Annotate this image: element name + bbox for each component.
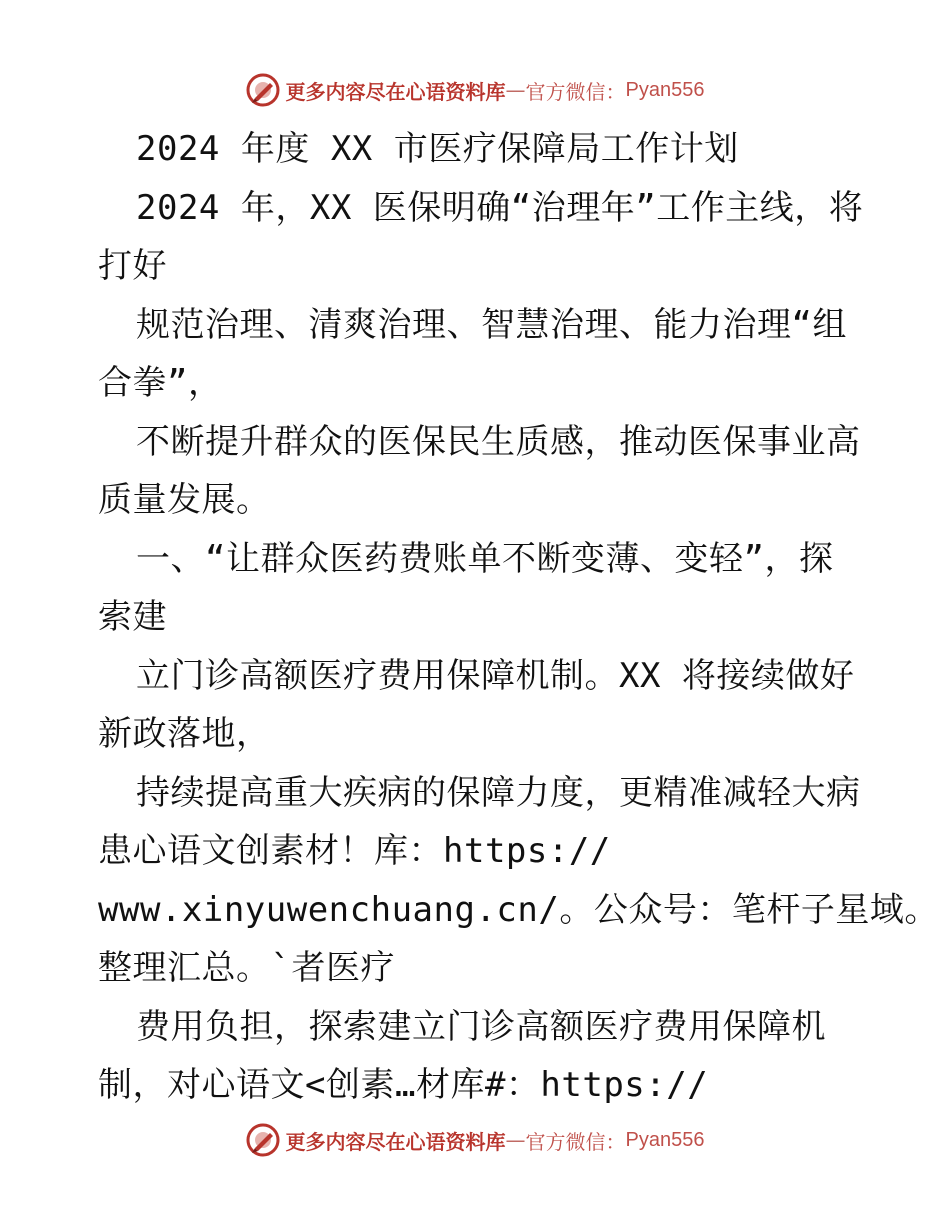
watermark-separator: — xyxy=(505,78,526,102)
text-line: 制，对心语文<创素…材库#：https:// xyxy=(98,1065,709,1105)
watermark-wechat-id: Pyan556 xyxy=(625,78,705,101)
text-line: 2024 年，XX 医保明确“治理年”工作主线，将 xyxy=(136,187,864,228)
text-line: 费用负担，探索建立门诊高额医疗费用保障机 xyxy=(136,1006,826,1047)
watermark-wechat-id: Pyan556 xyxy=(625,1128,705,1151)
text-line: 打好 xyxy=(98,246,167,286)
watermark-brand-text: 更多内容尽在心语资料库 xyxy=(285,1129,506,1154)
text-line: 新政落地， xyxy=(98,714,271,754)
text-line: 持续提高重大疾病的保障力度，更精准减轻大病 xyxy=(136,772,861,813)
watermark-separator: — xyxy=(505,1128,526,1152)
section-heading: 一、“让群众医药费账单不断变薄、变轻”，探 xyxy=(136,538,834,579)
text-line: www.xinyuwenchuang.cn/。公众号：笔杆子星域。 xyxy=(98,889,939,930)
text-line: 索建 xyxy=(98,597,167,637)
text-line: 合拳”， xyxy=(98,363,223,403)
watermark-wechat-label: 官方微信： xyxy=(525,1129,626,1154)
text-line: 整理汇总。`者医疗 xyxy=(98,948,395,988)
brand-logo-icon xyxy=(246,1123,280,1157)
watermark-wechat-label: 官方微信： xyxy=(525,79,626,104)
brand-logo-icon xyxy=(246,73,280,107)
text-line: 患心语文创素材！库：https:// xyxy=(98,831,611,871)
watermark-banner-bottom xyxy=(0,1120,950,1160)
text-line: 质量发展。 xyxy=(98,480,271,520)
watermark-banner-top xyxy=(0,70,950,110)
text-line: 规范治理、清爽治理、智慧治理、能力治理“组 xyxy=(136,304,847,345)
document-title: 2024 年度 XX 市医疗保障局工作计划 xyxy=(136,129,739,169)
document-body xyxy=(98,120,939,1115)
watermark-brand-text: 更多内容尽在心语资料库 xyxy=(285,79,506,104)
text-line: 不断提升群众的医保民生质感，推动医保事业高 xyxy=(136,421,861,462)
text-line: 立门诊高额医疗费用保障机制。XX 将接续做好 xyxy=(136,655,855,696)
